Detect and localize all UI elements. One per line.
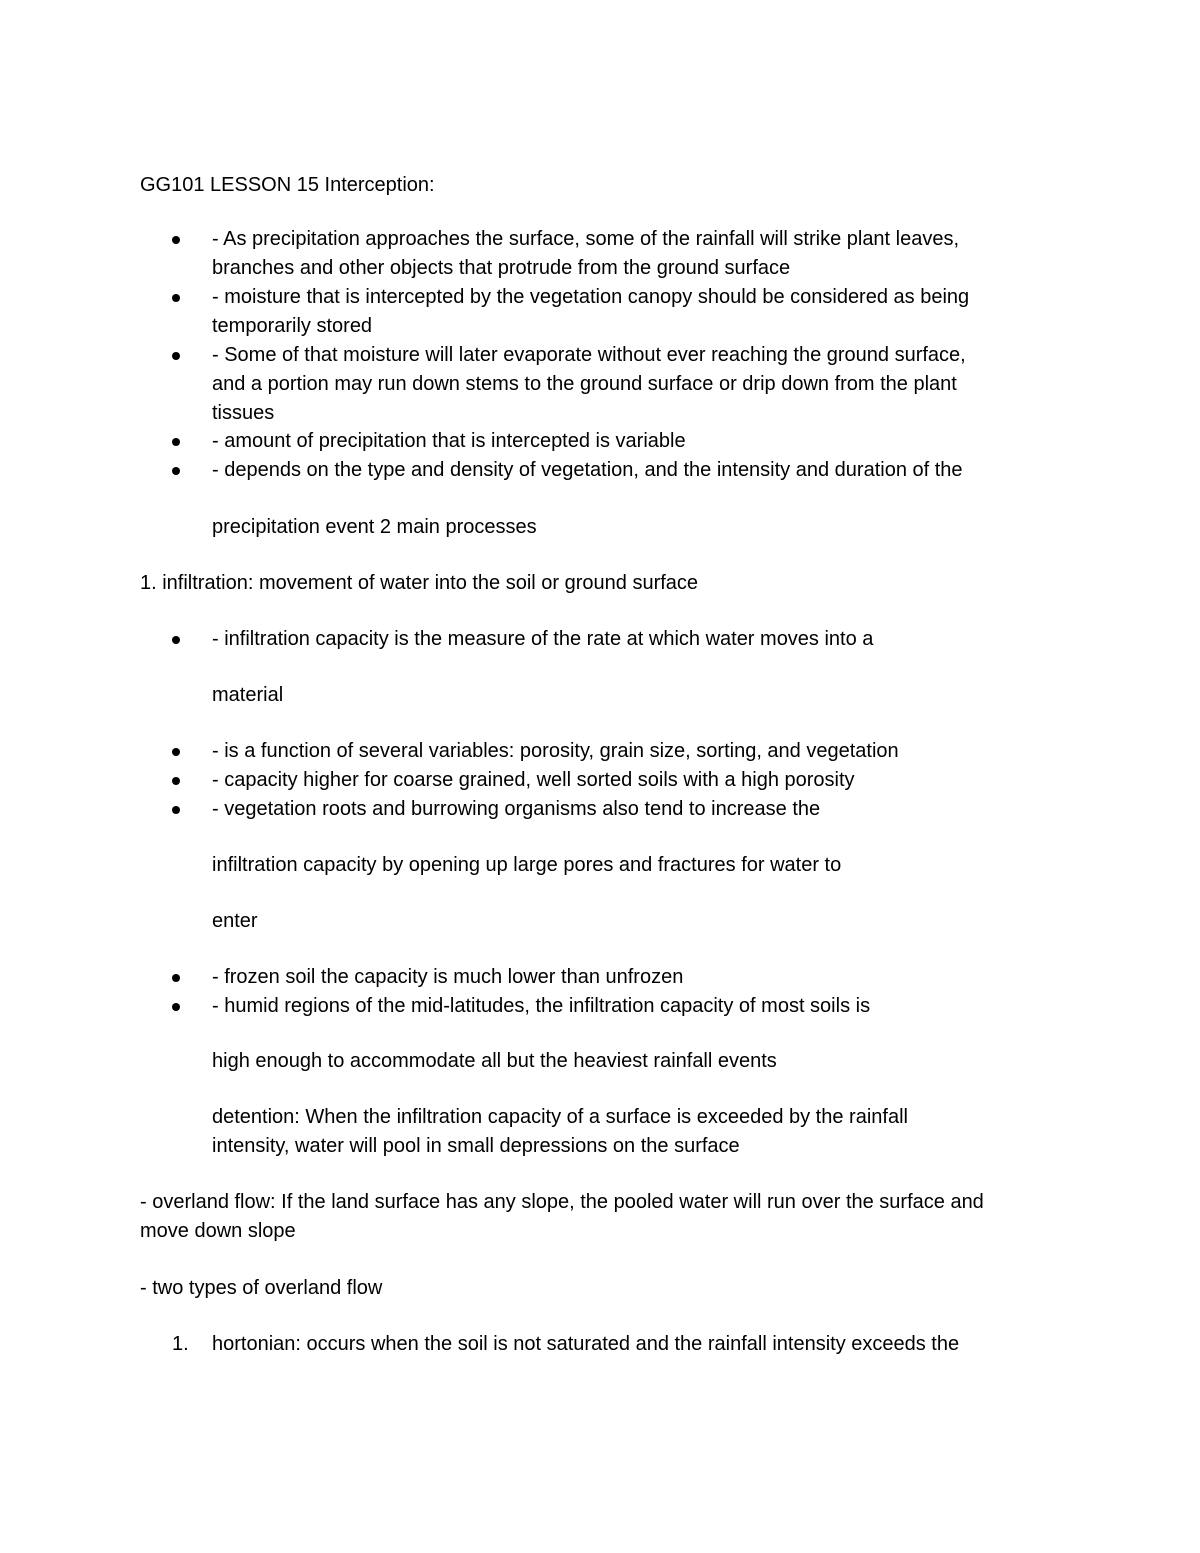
- list-item: - capacity higher for coarse grained, well sorted soils with a high porosity: [212, 769, 855, 791]
- bullet-icon: [172, 294, 180, 302]
- list-item: - infiltration capacity is the measure of the rate at which water moves into a: [212, 628, 874, 650]
- list-item-continuation: branches and other objects that protrude from the ground surface: [212, 257, 791, 279]
- paragraph-continuation: enter: [212, 910, 258, 932]
- list-number: 1.: [172, 1333, 189, 1355]
- page-title: GG101 LESSON 15 Interception:: [140, 174, 435, 196]
- bullet-icon: [172, 438, 180, 446]
- list-item-continuation: temporarily stored: [212, 315, 373, 337]
- paragraph: - two types of overland flow: [140, 1277, 383, 1299]
- list-item: - humid regions of the mid-latitudes, the infiltration capacity of most soils is: [212, 995, 871, 1017]
- bullet-icon: [172, 777, 180, 785]
- paragraph-continuation: material: [212, 684, 284, 706]
- list-item: - As precipitation approaches the surface, some of the rainfall will strike plant leaves,: [212, 228, 960, 250]
- list-item: - amount of precipitation that is intercepted is variable: [212, 430, 686, 452]
- paragraph-continuation: move down slope: [140, 1220, 296, 1242]
- paragraph-continuation: precipitation event 2 main processes: [212, 516, 537, 538]
- bullet-icon: [172, 806, 180, 814]
- list-item: - depends on the type and density of vegetation, and the intensity and duration of the: [212, 459, 963, 481]
- paragraph-continuation: high enough to accommodate all but the heaviest rainfall events: [212, 1050, 777, 1072]
- list-item: - is a function of several variables: porosity, grain size, sorting, and vegetation: [212, 740, 899, 762]
- paragraph-continuation: intensity, water will pool in small depressions on the surface: [212, 1135, 740, 1157]
- bullet-icon: [172, 974, 180, 982]
- paragraph: detention: When the infiltration capacity of a surface is exceeded by the rainfall: [212, 1106, 908, 1128]
- numbered-list-item: hortonian: occurs when the soil is not saturated and the rainfall intensity exceeds the: [212, 1333, 960, 1355]
- bullet-icon: [172, 236, 180, 244]
- list-item: - frozen soil the capacity is much lower than unfrozen: [212, 966, 684, 988]
- list-item: - moisture that is intercepted by the vegetation canopy should be considered as being: [212, 286, 970, 308]
- paragraph: - overland flow: If the land surface has any slope, the pooled water will run over the surface and: [140, 1191, 984, 1213]
- paragraph-continuation: infiltration capacity by opening up large pores and fractures for water to: [212, 854, 842, 876]
- bullet-icon: [172, 748, 180, 756]
- bullet-icon: [172, 636, 180, 644]
- list-item-continuation: and a portion may run down stems to the ground surface or drip down from the plant: [212, 373, 957, 395]
- bullet-icon: [172, 1003, 180, 1011]
- list-item: - Some of that moisture will later evaporate without ever reaching the ground surface,: [212, 344, 966, 366]
- bullet-icon: [172, 352, 180, 360]
- section-heading: 1. infiltration: movement of water into the soil or ground surface: [140, 572, 699, 594]
- bullet-icon: [172, 467, 180, 475]
- list-item-continuation: tissues: [212, 402, 275, 424]
- list-item: - vegetation roots and burrowing organisms also tend to increase the: [212, 798, 821, 820]
